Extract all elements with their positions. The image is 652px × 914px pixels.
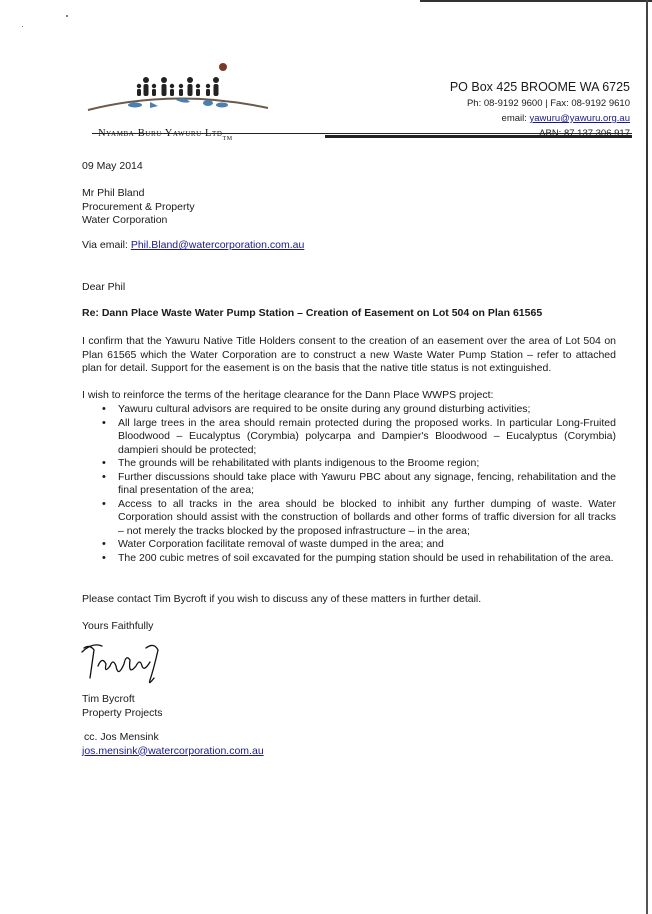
- po-box: PO Box 425 BROOME WA 6725: [449, 80, 630, 94]
- letter-date: 09 May 2014: [82, 160, 143, 172]
- page-edge-right: [646, 0, 648, 914]
- recipient-email-link[interactable]: Phil.Bland@watercorporation.com.au: [130, 239, 305, 251]
- paragraph-contact: Please contact Tim Bycroft if you wish to discuss any of these matters in further detail.: [82, 593, 482, 605]
- recipient-organisation: Water Corporation: [82, 214, 168, 226]
- closing: Yours Faithfully: [82, 620, 154, 632]
- recipient-department: Procurement & Property: [82, 200, 195, 213]
- phone-fax: Ph: 08-9192 9600 | Fax: 08-9192 9610: [466, 98, 630, 109]
- salutation: Dear Phil: [82, 281, 126, 293]
- list-item: • Yawuru cultural advisors are required to be onsite during any ground disturbing activities;: [118, 403, 616, 417]
- letterhead-divider: [92, 133, 632, 134]
- scan-speck: [22, 26, 23, 27]
- heritage-terms-list: [82, 403, 616, 565]
- paragraph-consent: I confirm that the Yawuru Native Title Holders consent to the creation of an easement over the area of Lot 504 on Plan 61565 which the Water Corporation are to construct a new Waste Water Pump Station – refer to attached plan for detail. Support for the easement is on the basis that the native title status is not extinguished.: [82, 335, 616, 374]
- company-name: TM: [222, 136, 233, 142]
- letterhead-email-line: [450, 113, 630, 124]
- letterhead-email-link[interactable]: yawuru@yawuru.org.au: [529, 113, 630, 124]
- list-item: • All large trees in the area should remain protected during the proposed works. In particular Long-Fruited Bloodwood – Eucalyptus (Corymbia) polycarpa and Dampier's Bloodwood – Eucalyptus (Corymbia) dampieri should be protected;: [118, 417, 616, 458]
- handwritten-signature: [80, 638, 170, 691]
- email-label: email:: [501, 113, 527, 124]
- list-item: • The grounds will be rehabilitated with plants indigenous to the Broome region;: [118, 457, 616, 471]
- letterhead-address: [450, 80, 630, 139]
- letterhead-divider-bold: [325, 135, 632, 138]
- cc-email-link[interactable]: jos.mensink@watercorporation.com.au: [82, 744, 264, 757]
- signatory-name: Tim Bycroft: [82, 693, 135, 705]
- logo-figures-icon: [80, 58, 280, 128]
- via-email-line: [82, 239, 304, 253]
- list-item: • Access to all tracks in the area should be blocked to inhibit any further dumping of waste. Water Corporation should assist with the construction of bollards and other forms of traffic diversion for all tracks – not merely the tracks blocked by the proposed infrastructure – in the area;: [118, 498, 616, 539]
- scan-speck: [66, 15, 68, 17]
- recipient-block: [82, 187, 195, 228]
- list-item: • Water Corporation facilitate removal of waste dumped in the area; and: [118, 538, 616, 552]
- page-edge-top: [420, 0, 652, 2]
- recipient-name: Mr Phil Bland: [82, 187, 145, 199]
- cc-block: [82, 731, 264, 758]
- signatory-title: Property Projects: [82, 706, 163, 719]
- cc-label: cc. Jos Mensink: [84, 731, 159, 743]
- signatory-block: [82, 693, 163, 720]
- list-item: • The 200 cubic metres of soil excavated for the pumping station should be used in rehabilitation of the area.: [118, 552, 616, 566]
- subject-line: Re: Dann Place Waste Water Pump Station – Creation of Easement on Lot 504 on Plan 61565: [82, 307, 543, 319]
- paragraph-heritage-intro: I wish to reinforce the terms of the heritage clearance for the Dann Place WWPS project:: [82, 389, 494, 401]
- via-email-label: Via email:: [82, 239, 128, 251]
- list-item: • Further discussions should take place with Yawuru PBC about any signage, fencing, rehabilitation and the final presentation of the area;: [118, 471, 616, 498]
